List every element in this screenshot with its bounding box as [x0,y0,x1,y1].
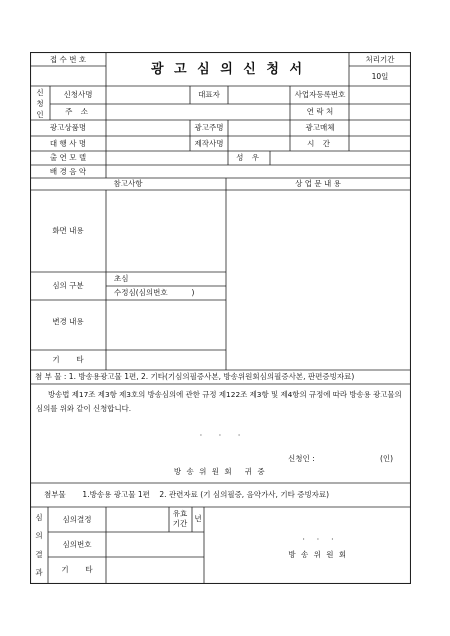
decision-label: 심의결정 [62,515,92,524]
other-label: 기 타 [52,355,84,364]
processing-period-label: 처리기간 [365,55,395,64]
form-title: 광 고 심 의 신 청 서 [150,62,306,77]
applicant-group-char-1: 신 [36,88,44,97]
contact-label: 연 락 처 [306,107,334,116]
statement-date: · · · [199,431,241,440]
business-registration-label: 사업자등록번호 [294,90,346,99]
ad-medium-label: 광고매체 [305,123,335,132]
applicant-group-char-3: 인 [36,110,44,119]
ad-review-application-form [30,52,411,584]
recipient-line: 방 송 위 원 회 귀 중 [173,467,267,476]
processing-period-value: 10일 [371,72,389,81]
applicant-name-label: 신청사명 [63,90,93,99]
representative-label: 대표자 [198,90,220,99]
screen-content-label: 화면 내용 [52,226,84,235]
applicant-group-char-2: 청 [36,99,44,108]
initial-review-option: 초심 [114,274,129,283]
review-type-label: 심의 구분 [52,281,84,290]
application-statement: 방송법 제17조 제3항 제3호의 방송심의에 관한 규정 제122조 제3항 및 제4항의 규정에 따라 방송용 광고물의 심의를 위와 같이 신청합니다. [36,390,402,413]
producer-label: 제작사명 [194,139,224,148]
review-number-label: 심의번호 [62,540,92,549]
product-name-label: 광고상품명 [49,123,87,132]
validity-label-line-1: 유효 [172,509,188,518]
reference-header: 참고사항 [113,179,143,188]
changes-label: 변경 내용 [52,317,84,326]
agency-label: 대 행 사 명 [49,139,87,148]
validity-label-line-2: 기간 [172,519,188,528]
result-other-label: 기 타 [61,565,93,574]
ad-sponsor-label: 광고주명 [194,123,224,132]
attachments-line-2: 첨부물 1.방송용 광고물 1편 2. 관련자료 (기 심의필증, 음악가사, 기타 증빙자료) [44,490,330,499]
signer-label: 신청인 : [288,454,315,463]
time-label: 시 간 [307,139,333,148]
voice-actor-label: 성 우 [236,153,262,162]
receipt-number-label: 접 수 번 호 [49,55,87,64]
attachments-line: 첨 부 물 : 1. 방송용광고물 1편, 2. 기타(기심의필증사본, 방송위원회심의필증사본, 판편증빙자료) [35,372,355,381]
result-group-char-4: 과 [35,568,43,577]
seal-mark: (인) [380,454,394,463]
model-label: 출 연 모 델 [49,153,87,162]
result-date: · · · [302,535,334,544]
result-group-char-2: 의 [35,531,43,540]
result-group-char-1: 심 [35,513,43,522]
issuer-name: 방 송 위 원 회 [288,550,348,559]
re-review-option: 수정심(심의번호 ) [114,288,195,297]
result-group-char-3: 결 [35,550,43,559]
background-music-label: 배 경 음 악 [49,167,87,176]
commercial-copy-header: 상 업 문 내 용 [295,179,341,188]
address-label: 주 소 [65,107,91,116]
year-label: 년 [194,514,202,523]
